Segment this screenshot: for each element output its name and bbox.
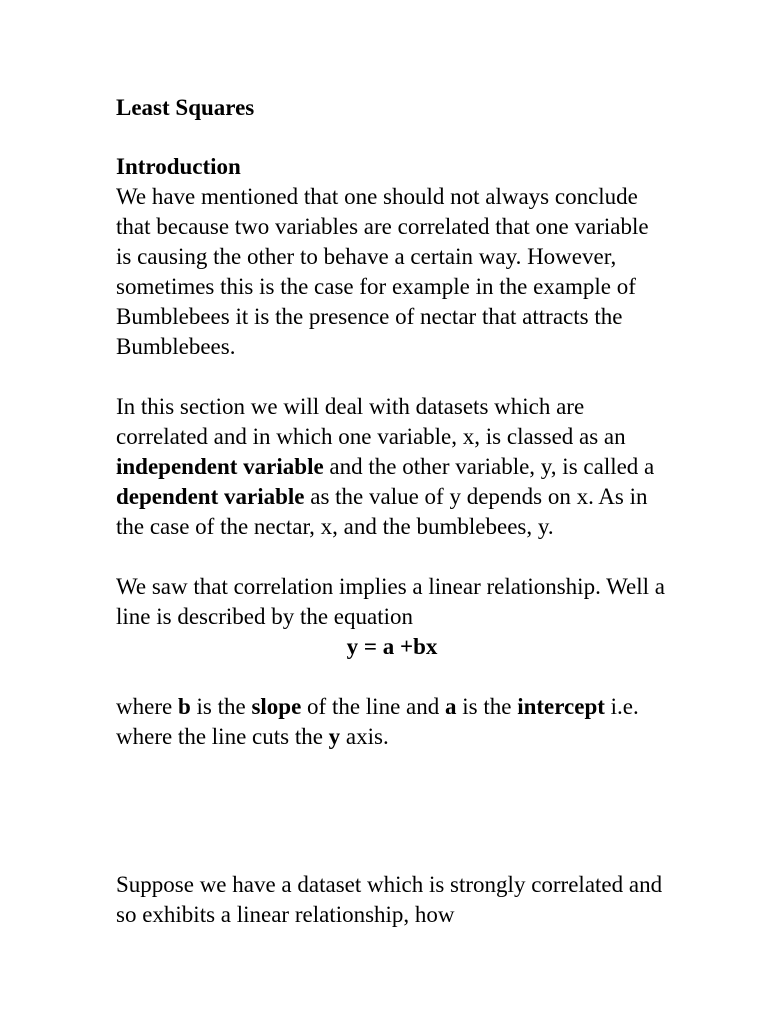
text-span: axis.: [340, 724, 389, 749]
document-title: Least Squares: [116, 95, 255, 120]
section-heading-introduction: Introduction: [116, 154, 241, 179]
term-a: a: [445, 694, 457, 719]
term-dependent-variable: dependent variable: [116, 484, 305, 509]
text-span: of the line and: [301, 694, 445, 719]
term-b: b: [177, 694, 191, 719]
text-span: In this section we will deal with datasets which are correlated and in which one variable, x, is classed as an: [116, 394, 626, 449]
equation-line: y = a +bx: [346, 634, 438, 659]
text-span: as the value of y depends on x. As in the case of the nectar, x, and the bumblebees, y.: [116, 484, 648, 539]
paragraph-slope-intercept: [116, 692, 668, 752]
paragraph-correlation-causation: We have mentioned that one should not always conclude that because two variables are correlated that one variable is causing the other to behave a certain way. However, sometimes this is the case for example in the example of Bumblebees it is the presence of nectar that attracts the Bumblebees.: [116, 184, 649, 359]
text-span: and the other variable, y, is called a: [323, 454, 655, 479]
term-intercept: intercept: [517, 694, 605, 719]
text-span: where: [116, 694, 178, 719]
text-span: is the: [190, 694, 252, 719]
term-y: y: [328, 724, 341, 749]
paragraph-variables: [116, 392, 668, 542]
term-independent-variable: independent variable: [116, 454, 324, 479]
spacer: [116, 782, 668, 870]
term-slope: slope: [251, 694, 302, 719]
paragraph-dataset: Suppose we have a dataset which is strongly correlated and so exhibits a linear relationship, how: [116, 872, 663, 927]
paragraph-linear-relationship: We saw that correlation implies a linear relationship. Well a line is described by the equation: [116, 574, 665, 629]
text-span: i.e. where the line cuts the: [116, 694, 639, 749]
text-span: is the: [456, 694, 518, 719]
